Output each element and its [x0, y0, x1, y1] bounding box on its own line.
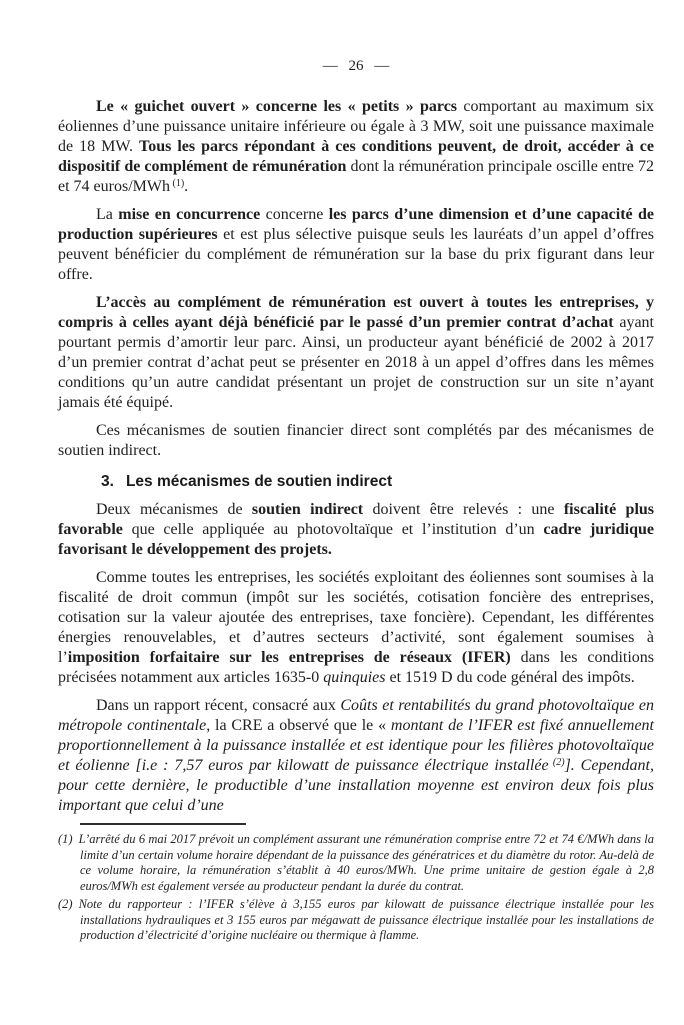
para-acces-complement: L’accès au complément de rémunération est ouvert à toutes les entreprises, y compris à celles ayant déjà bénéficié par le passé d’un premier contrat d’achat ayant pourtant permis d’amortir leur parc. Ainsi, un producteur ayant bénéficié de 2002 à 2017 d’un premier contrat d’achat peut se présenter en 2018 à un appel d’offres dans les mêmes conditions qu’un autre candidat présentant un projet de construction sur un site n’ayant jamais été équipé.: [58, 294, 655, 411]
footnote-separator: [80, 823, 246, 825]
footnote-1: [58, 832, 654, 894]
section-title: Les mécanismes de soutien indirect: [125, 473, 393, 490]
para-guichet-ouvert: Le « guichet ouvert » concerne les « petits » parcs comportant au maximum six éoliennes d’une puissance unitaire inférieure ou égale à 3 MW, soit une puissance maximale de 18 MW. Tous les parcs répondant à ces conditions peuvent, de droit, accéder à ce dispositif de complément de rémunération dont la rémunération principale oscille entre 72 et 74 euros/MWh $^{(1)}$.: [58, 98, 655, 195]
para-fiscalite-droit-commun: Comme toutes les entreprises, les sociétés exploitant des éoliennes sont soumises à la fiscalité de droit commun (impôt sur les sociétés, cotisation foncière des entreprises, cotisation sur la valeur ajoutée des entreprises, taxe foncière). Cependant, les différentes énergies renouvelables, et d’autres secteurs d’activité, sont également soumises à l’imposition forfaitaire sur les entreprises de réseaux (IFER) dans les conditions précisées notamment aux articles 1635-0 quinquies et 1519 D du code général des impôts.: [58, 569, 654, 686]
page-number: — 26 —: [322, 58, 390, 74]
para-rapport-cre: Dans un rapport récent, consacré aux Coûts et rentabilités du grand photovoltaïque en métropole continentale, la CRE a observé que le « montant de l’IFER est fixé annuellement proportionnellement à la puissance installée et est identique pour les filières photovoltaïque et éolienne [i.e : 7,57 euros par kilowatt de puissance électrique installée $^{(2)}$]. Cependant, pour cette dernière, le productible d’une installation moyenne est environ deux fois plus important que celui d’une: [58, 697, 655, 814]
para-transition-soutien-indirect: Ces mécanismes de soutien financier direct sont complétés par des mécanismes de soutien indirect.: [58, 422, 654, 459]
para-deux-mecanismes: Deux mécanismes de soutien indirect doivent être relevés : une fiscalité plus favorable que celle appliquée au photovoltaïque et l’institution d’un cadre juridique favorisant le développement des projets.: [58, 501, 655, 558]
footnote-2-text: Note du rapporteur : l’IFER s’élève à 3,155 euros par kilowatt de puissance électrique installée pour les installations hydrauliques et 3 155 euros par mégawatt de puissance électrique installée pour les installations de production d’électricité d’origine nucléaire ou thermique à flamme.: [78, 897, 654, 942]
footnote-1-marker: (1): [58, 832, 73, 846]
footnote-1-text: L’arrêté du 6 mai 2017 prévoit un complément assurant une rémunération comprise entre 72 et 74 €/MWh dans la limite d’un certain volume horaire dépendant de la puissance des génératrices et du diamètre du rotor. Au-delà de ce volume horaire, la rémunération s’établit à 40 euros/MWh. Une prime unitaire de gestion égale à 2,8 euros/MWh est également versée au producteur pendant la durée du contrat.: [78, 832, 654, 893]
footnote-2: [58, 897, 654, 944]
para-mise-en-concurrence: La mise en concurrence concerne les parcs d’une dimension et d’une capacité de production supérieures et est plus sélective puisque seuls les lauréats d’un appel d’offres peuvent bénéficier du complément de rémunération sur la base du prix figurant dans leur offre.: [58, 206, 655, 283]
section-heading: [101, 473, 654, 491]
section-number: 3.: [101, 473, 114, 490]
footnote-2-marker: (2): [58, 897, 73, 911]
